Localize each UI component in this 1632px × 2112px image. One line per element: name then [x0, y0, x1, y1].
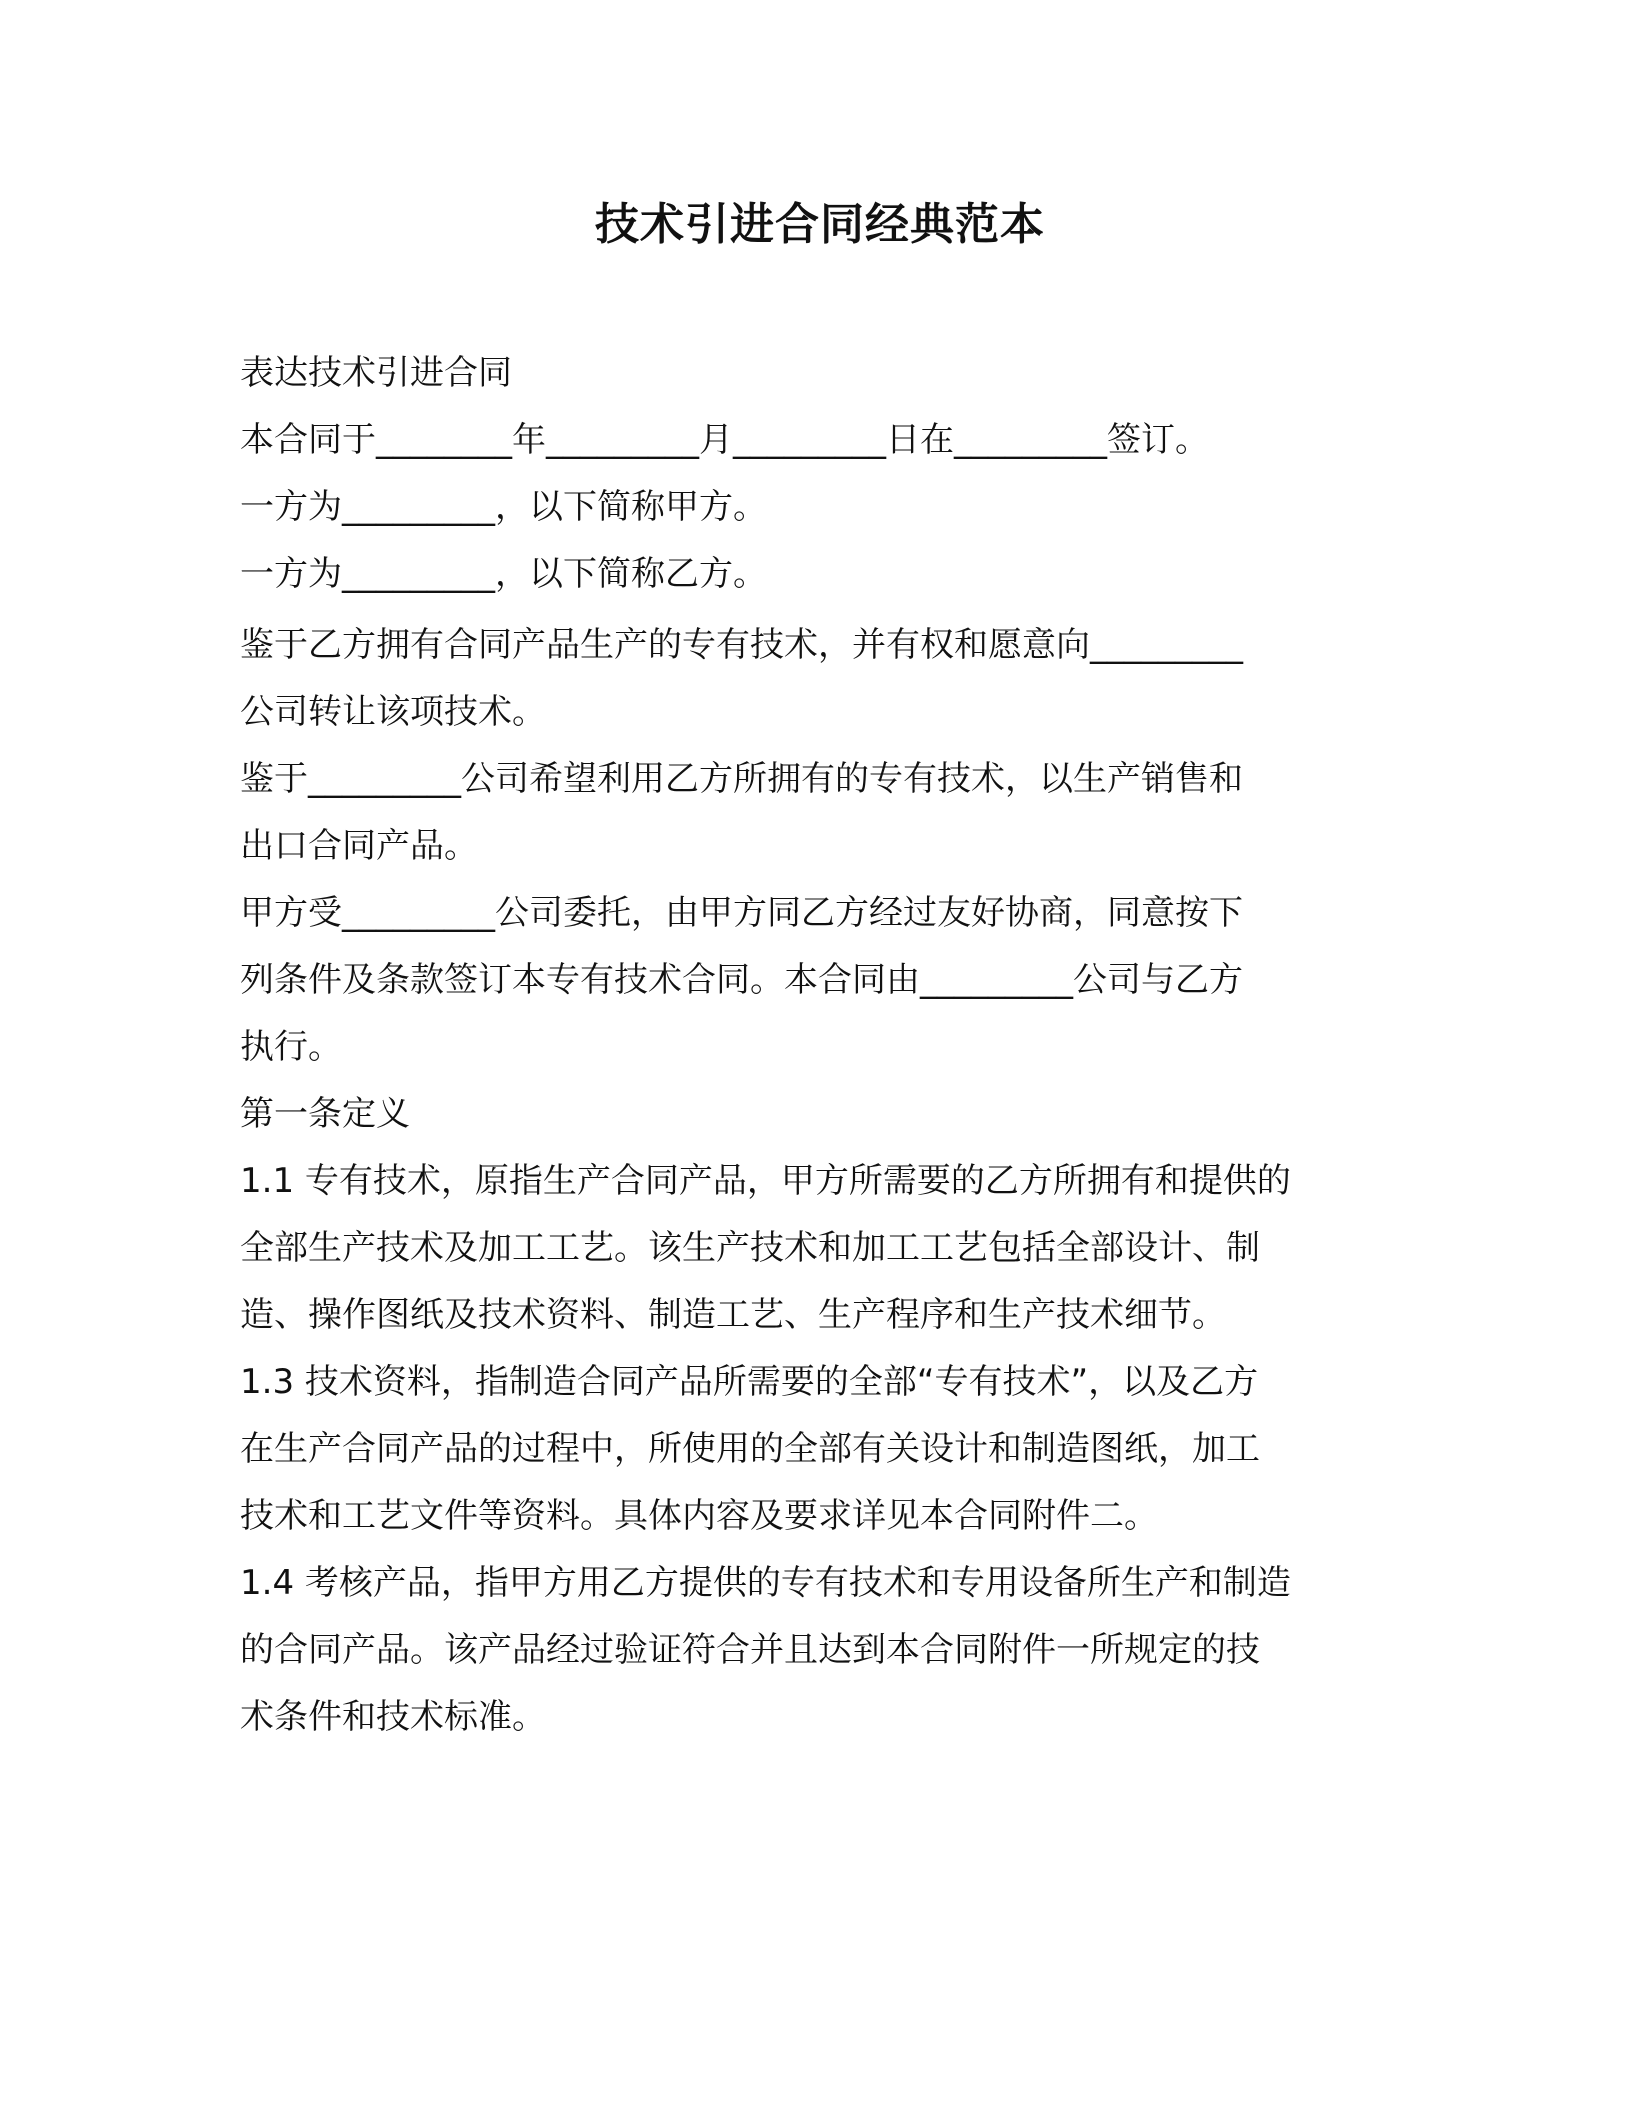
- paragraph-article-1-heading: 第一条定义: [240, 1094, 410, 1134]
- paragraph-party-a: 一方为_________，以下简称甲方。: [240, 487, 767, 527]
- paragraph-signing-date: 本合同于________年_________月_________日在_________签订。: [240, 420, 1209, 460]
- paragraph-heading: 表达技术引进合同: [240, 353, 512, 393]
- paragraph-whereas-2: 鉴于_________公司希望利用乙方所拥有的专有技术，以生产销售和 出口合同产品。: [240, 759, 1243, 866]
- paragraph-entrustment: 甲方受_________公司委托，由甲方同乙方经过友好协商，同意按下 列条件及条款签订本专有技术合同。本合同由_________公司与乙方 执行。: [240, 893, 1243, 1067]
- paragraph-whereas-1: 鉴于乙方拥有合同产品生产的专有技术，并有权和愿意向_________ 公司转让该项技术。: [240, 625, 1243, 732]
- document-page: [240, 195, 1400, 1751]
- paragraph-clause-1-1: 1.1 专有技术，原指生产合同产品，甲方所需要的乙方所拥有和提供的 全部生产技术及加工工艺。该生产技术和加工工艺包括全部设计、制 造、操作图纸及技术资料、制造工艺、生产程序和生产技术细节。: [240, 1161, 1291, 1335]
- paragraph-clause-1-3: 1.3 技术资料，指制造合同产品所需要的全部“专有技术”，以及乙方 在生产合同产品的过程中，所使用的全部有关设计和制造图纸，加工 技术和工艺文件等资料。具体内容及要求详见本合同附件二。: [240, 1362, 1260, 1536]
- document-title: 技术引进合同经典范本: [595, 199, 1045, 250]
- paragraph-party-b: 一方为_________，以下简称乙方。: [240, 554, 767, 594]
- paragraph-clause-1-4: 1.4 考核产品，指甲方用乙方提供的专有技术和专用设备所生产和制造 的合同产品。该产品经过验证符合并且达到本合同附件一所规定的技 术条件和技术标准。: [240, 1563, 1291, 1737]
